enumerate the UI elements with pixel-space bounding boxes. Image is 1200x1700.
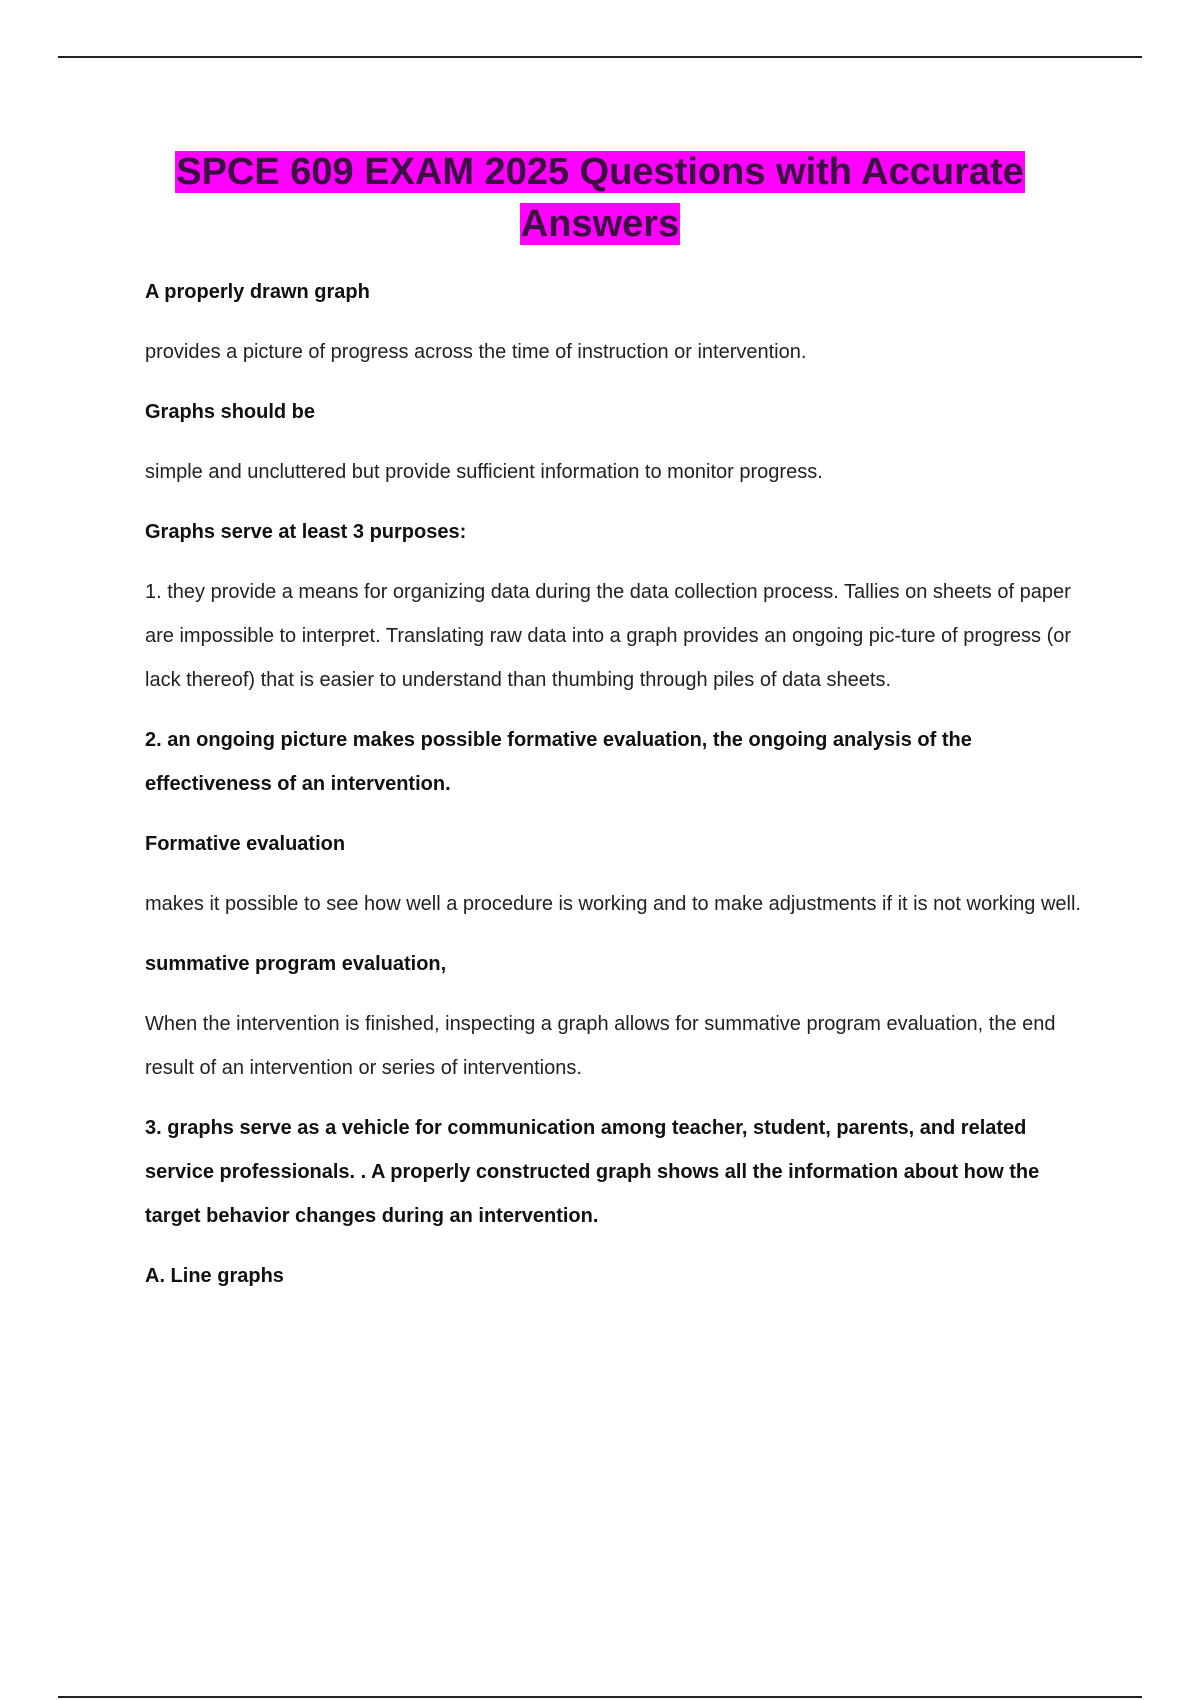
answer-text: provides a picture of progress across the time of instruction or intervention.: [145, 341, 807, 363]
answer-text: When the intervention is finished, inspecting a graph allows for summative program evaluation, the end result of an intervention or series of interventions.: [145, 1013, 1056, 1079]
question-text: summative program evaluation,: [145, 953, 447, 975]
title-line-1: SPCE 609 EXAM 2025 Questions with Accurate: [176, 151, 1024, 193]
question-text: Graphs should be: [145, 401, 316, 423]
answer-text: 1. they provide a means for organizing data during the data collection process. Tallies on sheets of paper are impossible to interpret. Translating raw data into a graph provides an ongoing pic-ture of progress (or lack thereof) that is easier to understand than thumbing through piles of data sheets.: [145, 581, 1072, 691]
question-text: Graphs serve at least 3 purposes:: [145, 521, 467, 543]
bottom-rule: [58, 1696, 1142, 1698]
document-title: [60, 146, 1140, 250]
answer-text: simple and uncluttered but provide sufficient information to monitor progress.: [145, 461, 823, 483]
top-rule: [58, 56, 1142, 58]
answer-text: makes it possible to see how well a procedure is working and to make adjustments if it is not working well.: [145, 893, 1081, 915]
question-text: A properly drawn graph: [145, 281, 370, 303]
question-text: 3. graphs serve as a vehicle for communication among teacher, student, parents, and related service professionals. . A properly constructed graph shows all the information about how the target behavior changes during an intervention.: [145, 1117, 1040, 1227]
question-text: A. Line graphs: [145, 1265, 284, 1287]
title-line-2: Answers: [520, 203, 680, 245]
question-text: 2. an ongoing picture makes possible formative evaluation, the ongoing analysis of the effectiveness of an intervention.: [145, 729, 972, 795]
question-text: Formative evaluation: [145, 833, 346, 855]
document-body: [145, 270, 1095, 1314]
